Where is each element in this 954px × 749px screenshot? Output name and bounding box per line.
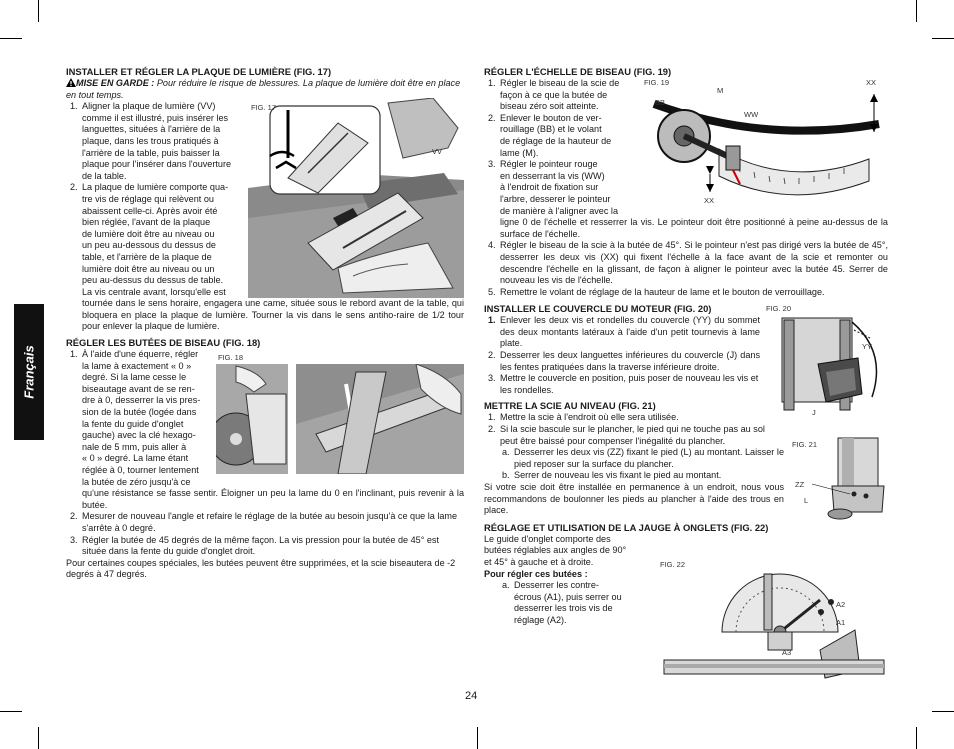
figure-label: FIG. 21	[792, 440, 818, 449]
s3-item3-continuation: ligne 0 de l'échelle et resserrer la vis. Le pointeur doit être positionné à peine au-dessus de la surface de l'échelle.	[500, 217, 888, 239]
callout-ww: WW	[744, 110, 759, 119]
figure-label: FIG. 22	[660, 560, 686, 569]
s1-item2-continuation: tournée dans le sens horaire, engagera une came, située sous le rebord avant de la table, qui bloquera en place la plaque de lumière. Tourner la vis dans le sens antiho-raire de 1/2 tour pour enlever la plaque de lumière.	[82, 298, 464, 332]
callout-a2: A2	[836, 600, 846, 609]
callout-zz: ZZ	[795, 480, 805, 489]
figure-label: FIG. 20	[766, 304, 792, 313]
list-item: 2. Mesurer de nouveau l'angle et refaire le réglage de la butée au besoin jusqu'à ce que la lame s'arrête à 0 degré.	[70, 511, 458, 533]
list-item: 1. Régler le biseau de la scie de façon à ce que la butée de biseau zéro soit atteinte.	[488, 78, 620, 112]
figure-21	[792, 436, 888, 524]
list-item: 1. À l'aide d'une équerre, régler la lame à exactement « 0 » degré. Si la lame cesse le biseautage avant de se ren- dre à 0, desserrer la vis pres- sion de la butée (logée dans la fente du guide d'onglet gauche) avec la clé hexago- nale de 5 mm, puis aller à « 0 » degré. La lame étant réglée à 0, tourner lentement la butée de zéro jusqu'à ce	[70, 349, 201, 487]
list-item: 3. Mettre le couvercle en position, puis poser de nouveau les vis et les rondelles.	[488, 373, 759, 395]
s2-narrow-block	[66, 349, 202, 488]
leveling-foot-illustration	[792, 436, 888, 524]
language-side-tab	[14, 304, 44, 440]
figure-label: FIG. 18	[218, 353, 244, 362]
s2-item1-continuation: qu'une résistance se fasse sentir. Éloigner un peu la lame du 0 en l'inclinant, puis revenir à la butée.	[82, 488, 464, 510]
list-item: 2. Desserrer les deux languettes inférieures du couvercle (J) dans les fentes pratiquées dans la traverse inférieure droite.	[488, 350, 760, 372]
callout-vv: VV	[432, 147, 443, 156]
caution-text: Pour réduire le risque de blessures. La plaque de lumière doit être en place en tout temps.	[66, 78, 461, 100]
s5-narrow-block	[484, 412, 784, 516]
figure-label: FIG. 19	[644, 78, 670, 87]
list-item: 2. La plaque de lumière comporte qua- tre vis de réglage qui relèvent ou abaissent celle-ci. Après avoir été bien réglée, l'avant de la plaque de lumière doit être au niveau ou un peu au-dessous du dessus de table, et l'arrière de la plaque de lumière doit être au niveau ou un peu au-dessus du dessus de table. La vis centrale avant, lorsqu'elle est	[70, 182, 229, 297]
figure-19	[644, 74, 888, 208]
callout-a1: A1	[836, 618, 846, 627]
callout-xx-top: XX	[866, 78, 877, 87]
callout-yy: YY	[862, 342, 873, 351]
page-number: 24	[465, 690, 478, 702]
figure-22	[660, 560, 888, 696]
miter-subheading: Pour régler ces butées :	[484, 568, 588, 579]
section-title-bevel-stops: RÉGLER LES BUTÉES DE BISEAU (FIG. 18)	[66, 337, 261, 349]
s6-narrow-block: Le guide d'onglet comporte des butées réglables aux angles de 90° et 45° à gauche et à droite. Pour régler ces butées : a. Desserrer les contre- écrous (A1), puis serrer ou desserrer les trois vis de réglage (A2).	[484, 534, 650, 627]
list-item: 3. Régler le pointeur rouge en desserrant la vis (WW) à l'endroit de fixation sur l'arbre, desserer le pointeur de manière à l'aligner avec la	[488, 159, 619, 216]
section-title-bevel-scale: RÉGLER L'ÉCHELLE DE BISEAU (FIG. 19)	[484, 66, 672, 77]
list-item: 3. Régler la butée de 45 degrés de la même façon. La vis pression pour la butée de 45° est située dans la fente du guide d'onglet droit.	[70, 534, 440, 557]
level-note: Si votre scie doit être installée en permanence à un endroit, nous vous recommandons de boulonner les pieds au plancher à l'aide des trous en place.	[484, 482, 784, 516]
list-item: 5. Remettre le volant de réglage de la hauteur de lame et le bouton de verrouillage.	[488, 286, 825, 297]
callout-m: M	[717, 86, 724, 95]
bevel-stop-illustration-left	[216, 364, 288, 474]
list-item: 1. Mettre la scie à l'endroit où elle sera utilisée.	[488, 412, 679, 423]
motor-cover-illustration	[766, 302, 888, 420]
caution-label: MISE EN GARDE :	[76, 78, 155, 88]
section-title-light-plate: INSTALLER ET RÉGLER LA PLAQUE DE LUMIÈRE (FIG. 17)	[66, 66, 332, 77]
s3-narrow-block	[484, 78, 634, 217]
bevel-note: Pour certaines coupes spéciales, les butées peuvent être supprimées, et la scie biseautera de -2 degrés à 47 degrés.	[66, 557, 456, 580]
figure-17	[248, 98, 464, 298]
callout-j: J	[812, 408, 816, 417]
figure-18	[216, 350, 466, 486]
sub-item: a. Desserrer les deux vis (ZZ) fixant le pied (L) au montant. Laisser le pied reposer sur la surface du plancher.	[502, 447, 784, 469]
callout-bb: BB	[655, 98, 666, 107]
section-title-motor-cover: INSTALLER LE COUVERCLE DU MOTEUR (FIG. 20)	[484, 303, 712, 315]
miter-gauge-illustration	[660, 560, 888, 696]
list-item: 2. Si la scie bascule sur le plancher, le pied qui ne touche pas au sol peut être baissé pour compenser l'inégalité du plancher.	[488, 424, 765, 446]
list-item: 2. Enlever le bouton de ver- rouillage (BB) et le volant de réglage de la hauteur de lame (M).	[488, 112, 612, 158]
warning-icon	[66, 78, 76, 87]
section-title-level-saw: METTRE LA SCIE AU NIVEAU (FIG. 21)	[484, 400, 656, 412]
callout-xx-bottom: XX	[704, 196, 715, 205]
s4-narrow-block	[484, 315, 760, 396]
s1-narrow-block	[66, 101, 244, 298]
figure-20	[766, 302, 888, 420]
list-item: 1. Aligner la plaque de lumière (VV) comme il est illustré, puis insérer les languettes, situées à l'arrière de la plaque, dans les trous pratiqués à l'arrière de la table, puis baisser la plaque pour l'insérer dans l'ouverture de la table.	[70, 101, 232, 181]
list-item: 1. Enlever les deux vis et rondelles du couvercle (YY) du sommet des deux montants latéraux à l'aide d'un petit tournevis à lame plate.	[488, 315, 760, 349]
section-title-miter-gauge: RÉGLAGE ET UTILISATION DE LA JAUGE À ONGLETS (FIG. 22)	[484, 521, 769, 533]
list-item: 4. Régler le biseau de la scie à la butée de 45°. Si le pointeur n'est pas dirigé vers la butée de 45°, desserrer les deux vis (XX) qui fixent l'échelle à la face avant de la scie et remonter ou descendre l'échelle en la glissant, de façon à aligner le pointeur avec la butée 45. Serrer de nouveau les vis de l'échelle.	[488, 240, 888, 286]
bevel-stop-illustration-right	[296, 364, 464, 474]
sub-item: b. Serrer de nouveau les vis fixant le pied au montant.	[502, 470, 722, 481]
callout-l: L	[804, 496, 809, 505]
sub-item: a. Desserrer les contre- écrous (A1), puis serrer ou desserrer les trois vis de réglage (A2).	[502, 580, 622, 625]
figure-label: FIG. 17	[251, 103, 277, 112]
callout-a3: A3	[782, 648, 792, 657]
language-tab-label: Français	[21, 345, 37, 399]
bevel-scale-illustration	[644, 74, 888, 208]
throat-plate-illustration	[248, 98, 464, 298]
